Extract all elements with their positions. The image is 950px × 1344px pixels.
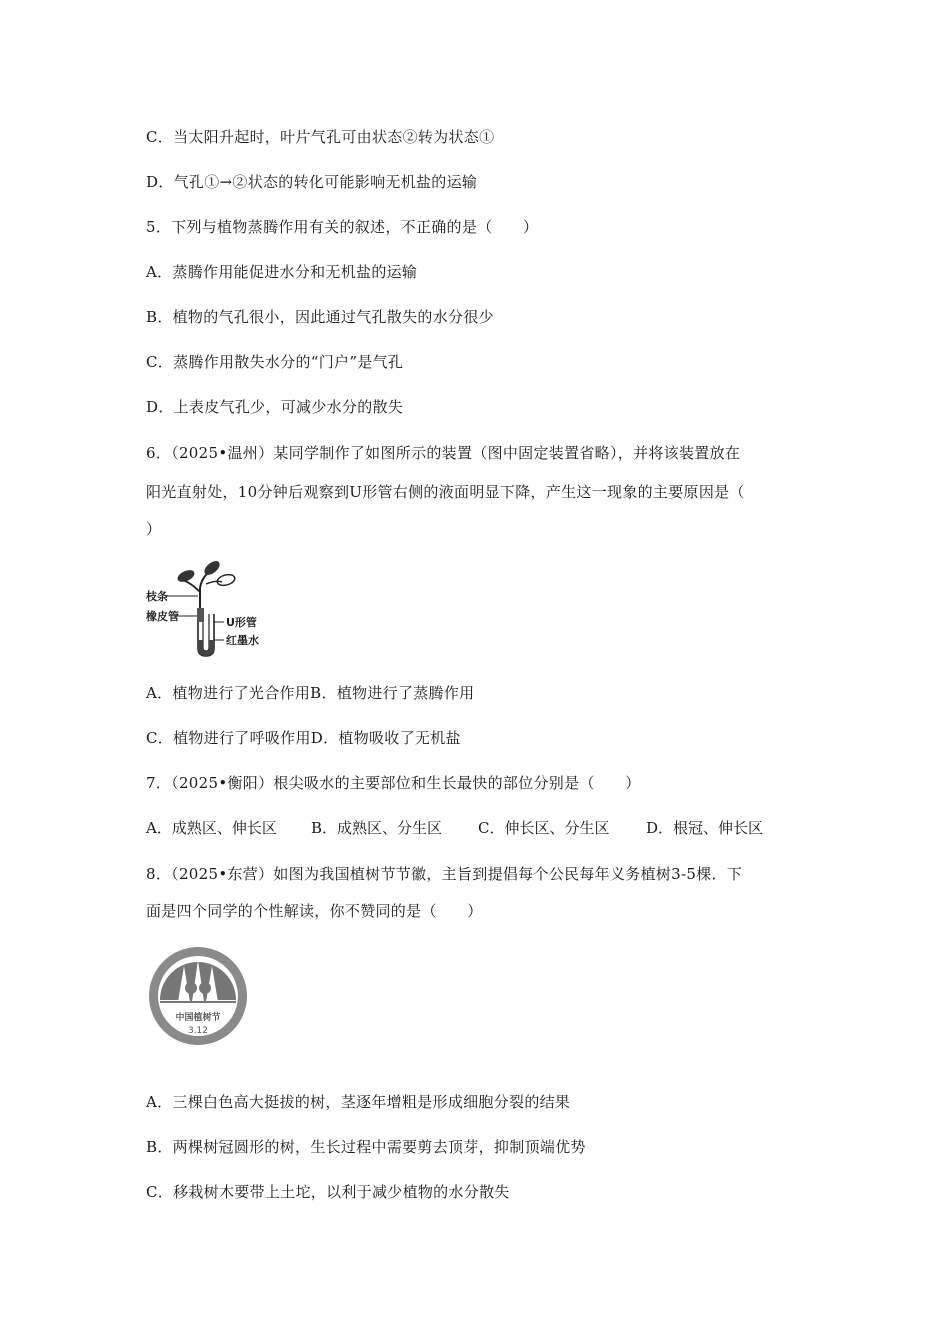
label-rubber-tube: 橡皮管 — [146, 610, 179, 623]
emblem-title: 中国植树节 — [175, 1013, 221, 1023]
line-d4: D．气孔①→②状态的转化可能影响无机盐的运输 — [146, 173, 478, 191]
question-7: 7．（2025•衡阳）根尖吸水的主要部位和生长最快的部位分别是（ ） — [146, 774, 641, 792]
label-red-ink: 红墨水 — [226, 634, 259, 647]
label-branch: 枝条 — [146, 590, 168, 603]
emblem-date: 3.12 — [187, 1026, 209, 1036]
q8-option-c: C．移栽树木要带上土坨，以利于减少植物的水分散失 — [146, 1183, 510, 1201]
question-6-line3: ） — [146, 520, 162, 538]
q7-option-b: B．成熟区、分生区 — [311, 819, 443, 837]
q7-option-c: C．伸长区、分生区 — [478, 819, 610, 837]
arbor-day-emblem-figure — [146, 944, 250, 1048]
q6-options-cd: C．植物进行了呼吸作用D．植物吸收了无机盐 — [146, 729, 461, 747]
q5-option-b: B．植物的气孔很小，因此通过气孔散失的水分很少 — [146, 308, 494, 326]
q5-option-c: C．蒸腾作用散失水分的“门户”是气孔 — [146, 353, 404, 371]
label-u-tube: U形管 — [226, 616, 257, 629]
q7-option-a: A．成熟区、伸长区 — [146, 819, 277, 837]
u-tube-apparatus-figure — [146, 560, 286, 660]
q5-option-d: D．上表皮气孔少，可减少水分的散失 — [146, 398, 404, 416]
q8-option-b: B．两棵树冠圆形的树，生长过程中需要剪去顶芽，抑制顶端优势 — [146, 1138, 586, 1156]
question-8-line2: 面是四个同学的个性解读，你不赞同的是（ ） — [146, 902, 483, 920]
q6-options-ab: A．植物进行了光合作用B．植物进行了蒸腾作用 — [146, 684, 475, 702]
question-8-line1: 8．（2025•东营）如图为我国植树节节徽，主旨到提倡每个公民每年义务植树3-5棵．下 — [146, 865, 743, 883]
q8-option-a: A．三棵白色高大挺拔的树，茎逐年增粗是形成细胞分裂的结果 — [146, 1093, 571, 1111]
question-6-line1: 6．（2025•温州）某同学制作了如图所示的装置（图中固定装置省略），并将该装置放在 — [146, 444, 741, 462]
q7-option-d: D．根冠、伸长区 — [646, 819, 764, 837]
q5-option-a: A．蒸腾作用能促进水分和无机盐的运输 — [146, 263, 418, 281]
question-6-line2: 阳光直射处，10分钟后观察到U形管右侧的液面明显下降，产生这一现象的主要原因是（ — [146, 483, 745, 501]
question-5: 5．下列与植物蒸腾作用有关的叙述，不正确的是（ ） — [146, 218, 539, 236]
line-c4: C．当太阳升起时，叶片气孔可由状态②转为状态① — [146, 128, 495, 146]
